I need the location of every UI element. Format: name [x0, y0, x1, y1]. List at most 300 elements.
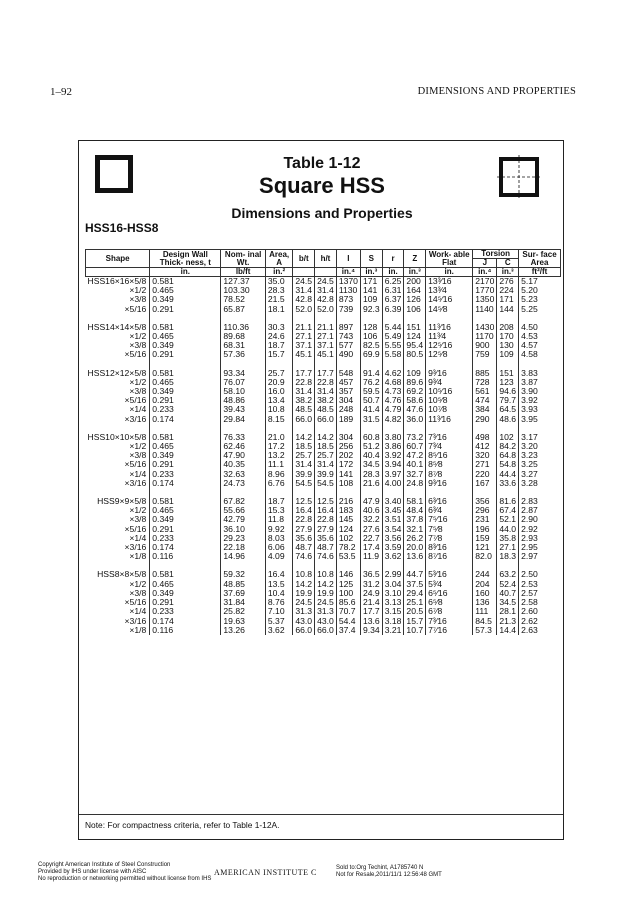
- value-cell: 64.8: [497, 451, 519, 460]
- value-cell: 164: [404, 286, 426, 295]
- table-label: Table 1-12: [283, 155, 361, 172]
- value-cell: 4.09: [265, 552, 292, 561]
- value-cell: 231: [473, 515, 497, 524]
- value-cell: 69.9: [360, 350, 382, 359]
- value-cell: 31.2: [360, 580, 382, 589]
- value-cell: 189: [336, 415, 360, 424]
- value-cell: 37.1: [315, 341, 337, 350]
- value-cell: 48.7: [315, 543, 337, 552]
- value-cell: 40.4: [360, 451, 382, 460]
- value-cell: 4.73: [382, 387, 404, 396]
- value-cell: 44.7: [404, 570, 426, 579]
- value-cell: 146: [336, 570, 360, 579]
- value-cell: 53.5: [336, 552, 360, 561]
- value-cell: 80.5: [404, 350, 426, 359]
- value-cell: 24.5: [293, 598, 315, 607]
- value-cell: 8.96: [265, 470, 292, 479]
- value-cell: 34.5: [360, 460, 382, 469]
- value-cell: 17.7: [293, 369, 315, 378]
- value-cell: 111: [473, 607, 497, 616]
- value-cell: 65.87: [221, 305, 265, 314]
- value-cell: 14⁵⁄8: [426, 305, 473, 314]
- value-cell: 24.5: [315, 598, 337, 607]
- value-cell: 14.2: [315, 433, 337, 442]
- table-row: [86, 305, 561, 314]
- value-cell: 84.2: [497, 442, 519, 451]
- value-cell: 36.0: [404, 415, 426, 424]
- value-cell: 412: [473, 442, 497, 451]
- value-cell: 384: [473, 405, 497, 414]
- properties-table: [85, 249, 561, 635]
- value-cell: 8⁷⁄16: [426, 552, 473, 561]
- value-cell: 32.63: [221, 470, 265, 479]
- value-cell: 18.3: [497, 552, 519, 561]
- value-cell: 4.76: [382, 396, 404, 405]
- value-cell: 19.9: [293, 589, 315, 598]
- footer-copyright: [38, 862, 211, 883]
- value-cell: 16.0: [265, 387, 292, 396]
- value-cell: 40.35: [221, 460, 265, 469]
- value-cell: 15.7: [265, 350, 292, 359]
- value-cell: 37.1: [293, 341, 315, 350]
- value-cell: 1170: [473, 332, 497, 341]
- value-cell: 13.4: [265, 396, 292, 405]
- value-cell: 43.0: [293, 617, 315, 626]
- value-cell: 30.3: [265, 323, 292, 332]
- shape-cell: ×5/16: [124, 395, 147, 406]
- value-cell: 304: [336, 433, 360, 442]
- value-cell: 25.7: [293, 451, 315, 460]
- footer-copyright-line: Provided by IHS under license with AISC: [38, 869, 147, 875]
- value-cell: 0.581: [150, 433, 221, 442]
- value-cell: 900: [473, 341, 497, 350]
- value-cell: 63.2: [497, 570, 519, 579]
- value-cell: 19.63: [221, 617, 265, 626]
- value-cell: 48.86: [221, 396, 265, 405]
- value-cell: 3.86: [382, 442, 404, 451]
- shape-cell: ×1/2: [129, 505, 147, 516]
- value-cell: 52.0: [315, 305, 337, 314]
- value-cell: 70.7: [336, 607, 360, 616]
- value-cell: 0.116: [150, 626, 221, 635]
- value-cell: 6.37: [382, 295, 404, 304]
- value-cell: 45.1: [293, 350, 315, 359]
- value-cell: 10.7: [404, 626, 426, 635]
- value-cell: 2.93: [519, 534, 561, 543]
- value-cell: 2.53: [519, 580, 561, 589]
- value-cell: 38.2: [293, 396, 315, 405]
- shape-cell: ×1/4: [129, 468, 147, 479]
- value-cell: 16.4: [265, 570, 292, 579]
- value-cell: 12⁵⁄16: [426, 341, 473, 350]
- value-cell: 151: [497, 369, 519, 378]
- value-cell: 8⁵⁄16: [426, 451, 473, 460]
- value-cell: 3.56: [382, 534, 404, 543]
- value-cell: 1770: [473, 286, 497, 295]
- value-cell: 9.34: [360, 626, 382, 635]
- value-cell: 31.4: [293, 387, 315, 396]
- header-ht: h/t: [315, 250, 337, 268]
- value-cell: 0.291: [150, 525, 221, 534]
- value-cell: 276: [497, 277, 519, 287]
- value-cell: 548: [336, 369, 360, 378]
- value-cell: 5.25: [519, 305, 561, 314]
- value-cell: 82.0: [473, 552, 497, 561]
- shape-cell: ×3/8: [129, 294, 147, 305]
- value-cell: 2.60: [519, 607, 561, 616]
- value-cell: 25.82: [221, 607, 265, 616]
- value-cell: 76.33: [221, 433, 265, 442]
- value-cell: 6.25: [382, 277, 404, 287]
- value-cell: 13.2: [265, 451, 292, 460]
- value-cell: 8.76: [265, 598, 292, 607]
- value-cell: 17.7: [360, 607, 382, 616]
- value-cell: 10.8: [265, 405, 292, 414]
- value-cell: 2.63: [519, 626, 561, 635]
- value-cell: 109: [360, 295, 382, 304]
- value-cell: 60.8: [360, 433, 382, 442]
- value-cell: 74.6: [315, 552, 337, 561]
- value-cell: 21.6: [360, 479, 382, 488]
- header-bt: b/t: [293, 250, 315, 268]
- value-cell: 759: [473, 350, 497, 359]
- value-cell: 54.8: [497, 460, 519, 469]
- shape-cell: ×5/16: [124, 523, 147, 534]
- value-cell: 8⁷⁄8: [426, 470, 473, 479]
- value-cell: 3.25: [519, 460, 561, 469]
- value-cell: 31.4: [293, 286, 315, 295]
- value-cell: 728: [473, 378, 497, 387]
- value-cell: 14.2: [293, 580, 315, 589]
- value-cell: 0.291: [150, 460, 221, 469]
- value-cell: 27.1: [315, 332, 337, 341]
- value-cell: 1370: [336, 277, 360, 287]
- value-cell: 5.58: [382, 350, 404, 359]
- value-cell: 94.6: [497, 387, 519, 396]
- value-cell: 0.291: [150, 396, 221, 405]
- value-cell: 3.62: [265, 626, 292, 635]
- table-body: [86, 277, 561, 635]
- value-cell: 3.93: [519, 405, 561, 414]
- shape-cell: ×5/16: [124, 303, 147, 314]
- value-cell: 1130: [336, 286, 360, 295]
- value-cell: 7³⁄4: [426, 442, 473, 451]
- value-cell: 0.465: [150, 442, 221, 451]
- value-cell: 82.5: [360, 341, 382, 350]
- page-header-number: 1–92: [50, 86, 72, 98]
- value-cell: 2170: [473, 277, 497, 287]
- value-cell: 2.83: [519, 497, 561, 506]
- value-cell: 160: [473, 589, 497, 598]
- value-cell: 24.9: [360, 589, 382, 598]
- value-cell: 5.44: [382, 323, 404, 332]
- value-cell: 32.7: [404, 470, 426, 479]
- footer-sold-line: Sold to:Org Techint, A1785740 N: [336, 865, 424, 871]
- value-cell: 22.8: [315, 378, 337, 387]
- value-cell: 6⁵⁄16: [426, 589, 473, 598]
- value-cell: 739: [336, 305, 360, 314]
- value-cell: 0.233: [150, 534, 221, 543]
- value-cell: 4.50: [519, 323, 561, 332]
- value-cell: 31.3: [293, 607, 315, 616]
- value-cell: 22.8: [293, 515, 315, 524]
- value-cell: 5.17: [519, 277, 561, 287]
- value-cell: 9.92: [265, 525, 292, 534]
- value-cell: 167: [473, 479, 497, 488]
- header-nominal-wt: Nom- inal Wt.: [221, 250, 265, 268]
- table-title: Square HSS: [259, 173, 385, 198]
- value-cell: 31.3: [315, 607, 337, 616]
- value-cell: 58.6: [404, 396, 426, 405]
- value-cell: 171: [360, 277, 382, 287]
- value-cell: 320: [473, 451, 497, 460]
- table-range: HSS16-HSS8: [85, 221, 159, 235]
- unit-cell: in.³: [360, 268, 382, 277]
- value-cell: 4.53: [519, 332, 561, 341]
- value-cell: 304: [336, 396, 360, 405]
- value-cell: 0.465: [150, 580, 221, 589]
- value-cell: 5³⁄4: [426, 580, 473, 589]
- value-cell: 3.15: [382, 607, 404, 616]
- value-cell: 93.34: [221, 369, 265, 378]
- value-cell: 12.5: [315, 497, 337, 506]
- value-cell: 8.03: [265, 534, 292, 543]
- value-cell: 28.1: [497, 607, 519, 616]
- value-cell: 577: [336, 341, 360, 350]
- value-cell: 128: [360, 323, 382, 332]
- value-cell: 216: [336, 497, 360, 506]
- value-cell: 40.1: [404, 460, 426, 469]
- shape-cell: ×1/2: [129, 578, 147, 589]
- value-cell: 39.9: [293, 470, 315, 479]
- value-cell: 0.291: [150, 598, 221, 607]
- value-cell: 170: [497, 332, 519, 341]
- value-cell: 39.9: [315, 470, 337, 479]
- value-cell: 32.2: [360, 515, 382, 524]
- value-cell: 5.49: [382, 332, 404, 341]
- value-cell: 22.8: [315, 515, 337, 524]
- value-cell: 21.3: [497, 617, 519, 626]
- value-cell: 0.349: [150, 295, 221, 304]
- value-cell: 3.51: [382, 515, 404, 524]
- value-cell: 141: [336, 470, 360, 479]
- value-cell: 7⁵⁄8: [426, 525, 473, 534]
- header-r: r: [382, 250, 404, 268]
- value-cell: 35.8: [497, 534, 519, 543]
- value-cell: 20.5: [404, 607, 426, 616]
- value-cell: 81.6: [497, 497, 519, 506]
- value-cell: 0.581: [150, 369, 221, 378]
- header-C: C: [497, 259, 519, 268]
- value-cell: 5.23: [519, 295, 561, 304]
- value-cell: 0.174: [150, 543, 221, 552]
- value-cell: 136: [473, 598, 497, 607]
- value-cell: 220: [473, 470, 497, 479]
- value-cell: 0.349: [150, 341, 221, 350]
- shape-cell: HSS8×8×5/8: [97, 569, 147, 580]
- value-cell: 106: [360, 332, 382, 341]
- shape-cell: ×3/16: [124, 615, 147, 626]
- value-cell: 48.85: [221, 580, 265, 589]
- value-cell: 52.1: [497, 515, 519, 524]
- value-cell: 2.92: [519, 525, 561, 534]
- value-cell: 35.6: [315, 534, 337, 543]
- table-note: Note: For compactness criteria, refer to Table 1-12A.: [79, 814, 563, 835]
- value-cell: 7³⁄16: [426, 617, 473, 626]
- value-cell: 356: [473, 497, 497, 506]
- value-cell: 0.465: [150, 506, 221, 515]
- value-cell: 256: [336, 442, 360, 451]
- value-cell: 6⁷⁄8: [426, 607, 473, 616]
- value-cell: 21.4: [360, 598, 382, 607]
- value-cell: 897: [336, 323, 360, 332]
- value-cell: 10⁷⁄8: [426, 405, 473, 414]
- footer-publisher: AMERICAN INSTITUTE C: [214, 868, 317, 877]
- value-cell: 51.2: [360, 442, 382, 451]
- value-cell: 47.2: [404, 451, 426, 460]
- value-cell: 47.6: [404, 405, 426, 414]
- value-cell: 50.7: [360, 396, 382, 405]
- value-cell: 15.3: [265, 506, 292, 515]
- shape-cell: ×3/8: [129, 514, 147, 525]
- value-cell: 67.4: [497, 506, 519, 515]
- value-cell: 11.9: [360, 552, 382, 561]
- value-cell: 145: [336, 515, 360, 524]
- value-cell: 29.23: [221, 534, 265, 543]
- value-cell: 91.4: [360, 369, 382, 378]
- value-cell: 141: [360, 286, 382, 295]
- shape-cell: ×1/4: [129, 532, 147, 543]
- value-cell: 7⁵⁄16: [426, 515, 473, 524]
- value-cell: 3.92: [382, 451, 404, 460]
- value-cell: 11³⁄16: [426, 323, 473, 332]
- unit-cell: in.: [382, 268, 404, 277]
- value-cell: 457: [336, 378, 360, 387]
- value-cell: 27.9: [315, 525, 337, 534]
- value-cell: 13.6: [360, 617, 382, 626]
- value-cell: 33.6: [497, 479, 519, 488]
- value-cell: 2.87: [519, 506, 561, 515]
- value-cell: 2.57: [519, 589, 561, 598]
- value-cell: 10⁵⁄8: [426, 396, 473, 405]
- table-row: [86, 479, 561, 488]
- value-cell: 0.233: [150, 607, 221, 616]
- value-cell: 2.62: [519, 617, 561, 626]
- value-cell: 109: [497, 350, 519, 359]
- value-cell: 89.6: [404, 378, 426, 387]
- value-cell: 54.5: [315, 479, 337, 488]
- value-cell: 0.581: [150, 277, 221, 287]
- value-cell: 1140: [473, 305, 497, 314]
- value-cell: 69.2: [404, 387, 426, 396]
- value-cell: 108: [336, 479, 360, 488]
- value-cell: 85.6: [336, 598, 360, 607]
- value-cell: 126: [404, 295, 426, 304]
- value-cell: 3.54: [382, 525, 404, 534]
- value-cell: 490: [336, 350, 360, 359]
- value-cell: 248: [336, 405, 360, 414]
- value-cell: 27.1: [497, 543, 519, 552]
- value-cell: 6.31: [382, 286, 404, 295]
- value-cell: 124: [336, 525, 360, 534]
- value-cell: 6.06: [265, 543, 292, 552]
- value-cell: 10⁵⁄16: [426, 387, 473, 396]
- unit-cell: in.²: [265, 268, 292, 277]
- value-cell: 17.4: [360, 543, 382, 552]
- shape-cell: ×3/8: [129, 587, 147, 598]
- value-cell: 12.5: [293, 497, 315, 506]
- shape-cell: ×3/16: [124, 477, 147, 488]
- value-cell: 78.52: [221, 295, 265, 304]
- value-cell: 3.20: [519, 442, 561, 451]
- value-cell: 27.9: [293, 525, 315, 534]
- value-cell: 10.4: [265, 589, 292, 598]
- value-cell: 28.3: [265, 286, 292, 295]
- value-cell: 196: [473, 525, 497, 534]
- table-row: [86, 626, 561, 635]
- value-cell: 3.62: [382, 552, 404, 561]
- value-cell: 22.7: [360, 534, 382, 543]
- value-cell: 37.8: [404, 515, 426, 524]
- value-cell: 3.94: [382, 460, 404, 469]
- shape-cell: ×3/16: [124, 413, 147, 424]
- shape-cell: ×5/16: [124, 349, 147, 360]
- value-cell: 2.50: [519, 570, 561, 579]
- value-cell: 76.07: [221, 378, 265, 387]
- value-cell: 130: [497, 341, 519, 350]
- header-shape: Shape: [86, 250, 150, 268]
- value-cell: 31.84: [221, 598, 265, 607]
- value-cell: 13.6: [404, 552, 426, 561]
- value-cell: 39.43: [221, 405, 265, 414]
- value-cell: 18.7: [265, 497, 292, 506]
- value-cell: 10.8: [315, 570, 337, 579]
- value-cell: 125: [336, 580, 360, 589]
- value-cell: 3.27: [519, 470, 561, 479]
- value-cell: 124: [404, 332, 426, 341]
- value-cell: 2.58: [519, 598, 561, 607]
- value-cell: 0.349: [150, 387, 221, 396]
- page-header-title: DIMENSIONS AND PROPERTIES: [417, 86, 576, 97]
- value-cell: 29.4: [404, 589, 426, 598]
- value-cell: 0.174: [150, 415, 221, 424]
- unit-cell: ft²/ft: [519, 268, 561, 277]
- value-cell: 25.1: [404, 598, 426, 607]
- value-cell: 4.79: [382, 405, 404, 414]
- value-cell: 2.97: [519, 552, 561, 561]
- value-cell: 66.0: [315, 415, 337, 424]
- value-cell: 106: [404, 305, 426, 314]
- value-cell: 66.0: [293, 626, 315, 635]
- value-cell: 57.3: [473, 626, 497, 635]
- value-cell: 25.7: [265, 369, 292, 378]
- value-cell: 52.0: [293, 305, 315, 314]
- value-cell: 6.39: [382, 305, 404, 314]
- value-cell: 290: [473, 415, 497, 424]
- shape-cell: ×1/2: [129, 441, 147, 452]
- value-cell: 144: [497, 305, 519, 314]
- value-cell: 9³⁄4: [426, 378, 473, 387]
- value-cell: 44.0: [497, 525, 519, 534]
- value-cell: 7³⁄16: [426, 433, 473, 442]
- shape-cell: ×1/2: [129, 331, 147, 342]
- value-cell: 0.116: [150, 552, 221, 561]
- value-cell: 11³⁄16: [426, 415, 473, 424]
- value-cell: 102: [497, 433, 519, 442]
- value-cell: 4.62: [382, 369, 404, 378]
- value-cell: 2.90: [519, 515, 561, 524]
- value-cell: 42.8: [315, 295, 337, 304]
